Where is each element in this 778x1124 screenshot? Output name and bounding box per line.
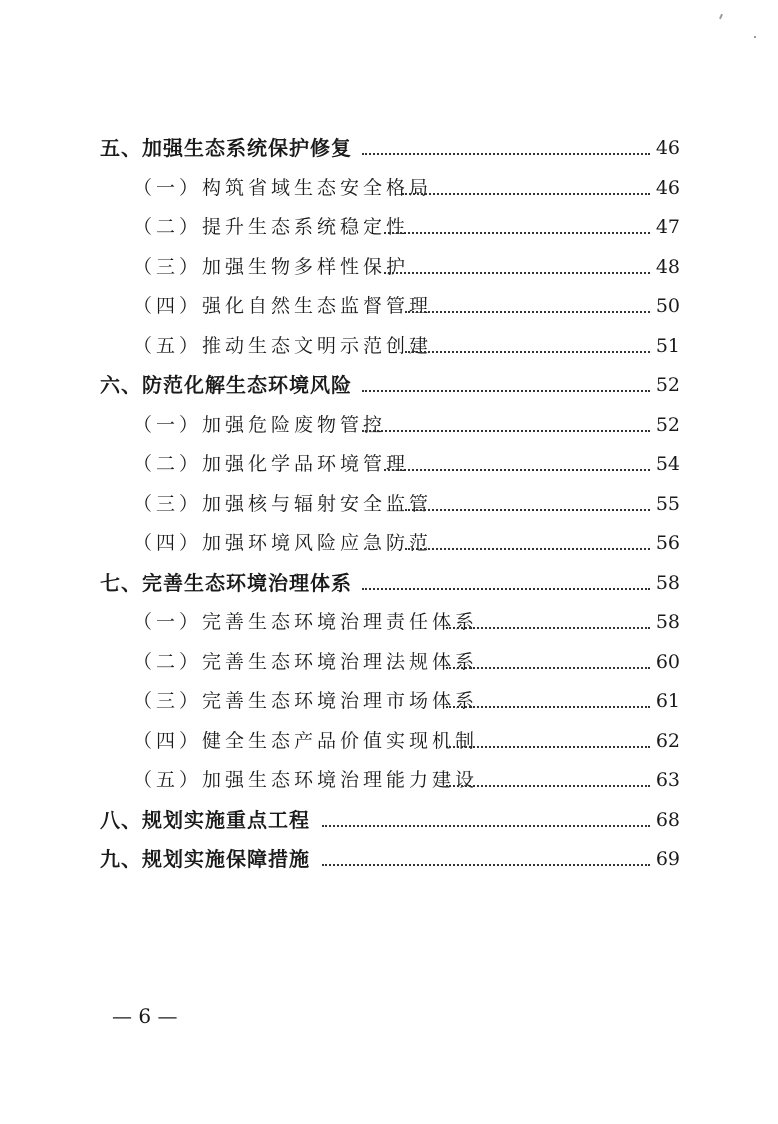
toc-entry[interactable] (0, 683, 778, 719)
toc-dot-leader (322, 791, 650, 827)
toc-entry-page: 46 (655, 137, 680, 159)
scan-speck (719, 14, 723, 19)
toc-entry[interactable] (0, 288, 778, 324)
toc-entry-title: 五、加强生态系统保护修复 (100, 136, 352, 160)
toc-entry-title: （五）推动生态文明示范创建 (133, 335, 433, 357)
toc-entry-title: （四）强化自然生态监督管理 (133, 295, 433, 317)
page-number-footer: — 6 — (112, 1004, 178, 1028)
toc-entry[interactable] (0, 604, 778, 640)
toc-entry-title: （二）提升生态系统稳定性 (133, 216, 410, 238)
toc-dot-leader (446, 712, 650, 748)
toc-dot-leader (384, 435, 650, 471)
toc-dot-leader (405, 277, 650, 313)
toc-entry-title: 七、完善生态环境治理体系 (100, 571, 352, 595)
toc-dot-leader (446, 672, 650, 708)
toc-entry-page: 52 (655, 414, 680, 436)
toc-dot-leader (362, 119, 650, 155)
toc-dot-leader (405, 514, 650, 550)
toc-entry-title: （三）加强生物多样性保护 (133, 256, 410, 278)
toc-dot-leader (362, 396, 650, 432)
toc-entry[interactable] (0, 565, 778, 601)
toc-entry[interactable] (0, 644, 778, 680)
toc-entry-page: 51 (655, 335, 680, 357)
toc-entry-page: 63 (655, 769, 680, 791)
toc-dot-leader (405, 475, 650, 511)
toc-entry-page: 58 (655, 572, 680, 594)
toc-entry-page: 58 (655, 611, 680, 633)
toc-entry-page: 47 (655, 216, 680, 238)
toc-entry-title: 八、规划实施重点工程 (100, 808, 310, 832)
toc-dot-leader (384, 238, 650, 274)
toc-entry-title: （三）完善生态环境治理市场体系 (133, 690, 479, 712)
toc-entry-page: 69 (655, 848, 680, 870)
toc-dot-leader (322, 830, 650, 866)
toc-entry-title: （一）加强危险废物管控 (133, 414, 387, 436)
toc-entry-title: （一）完善生态环境治理责任体系 (133, 611, 479, 633)
toc-entry-title: （一）构筑省域生态安全格局 (133, 177, 433, 199)
toc-entry-page: 62 (655, 730, 680, 752)
toc-entry-page: 48 (655, 256, 680, 278)
toc-entry-page: 54 (655, 453, 680, 475)
toc-entry-title: （五）加强生态环境治理能力建设 (133, 769, 479, 791)
toc-entry-page: 61 (655, 690, 680, 712)
toc-entry-page: 56 (655, 532, 680, 554)
toc-entry[interactable] (0, 446, 778, 482)
toc-entry-title: （二）完善生态环境治理法规体系 (133, 651, 479, 673)
toc-entry-title: （四）健全生态产品价值实现机制 (133, 730, 479, 752)
toc-dot-leader (362, 356, 650, 392)
toc-entry-title: （三）加强核与辐射安全监管 (133, 493, 433, 515)
toc-entry-title: 六、防范化解生态环境风险 (100, 373, 352, 397)
toc-dot-leader (446, 593, 650, 629)
toc-entry-page: 52 (655, 374, 680, 396)
toc-dot-leader (446, 633, 650, 669)
toc-entry-page: 50 (655, 295, 680, 317)
toc-entry[interactable] (0, 486, 778, 522)
toc-dot-leader (405, 317, 650, 353)
scan-speck (754, 36, 756, 38)
toc-dot-leader (362, 554, 650, 590)
toc-entry[interactable] (0, 723, 778, 759)
toc-dot-leader (384, 198, 650, 234)
toc-entry[interactable] (0, 130, 778, 166)
toc-entry[interactable] (0, 841, 778, 877)
toc-entry-title: （二）加强化学品环境管理 (133, 453, 410, 475)
toc-entry-title: 九、规划实施保障措施 (100, 847, 310, 871)
toc-entry-page: 68 (655, 809, 680, 831)
toc-entry-title: （四）加强环境风险应急防范 (133, 532, 433, 554)
toc-dot-leader (446, 751, 650, 787)
toc-entry[interactable] (0, 249, 778, 285)
toc-dot-leader (402, 159, 650, 195)
toc-entry-page: 46 (655, 177, 680, 199)
toc-entry-page: 55 (655, 493, 680, 515)
toc-entry-page: 60 (655, 651, 680, 673)
